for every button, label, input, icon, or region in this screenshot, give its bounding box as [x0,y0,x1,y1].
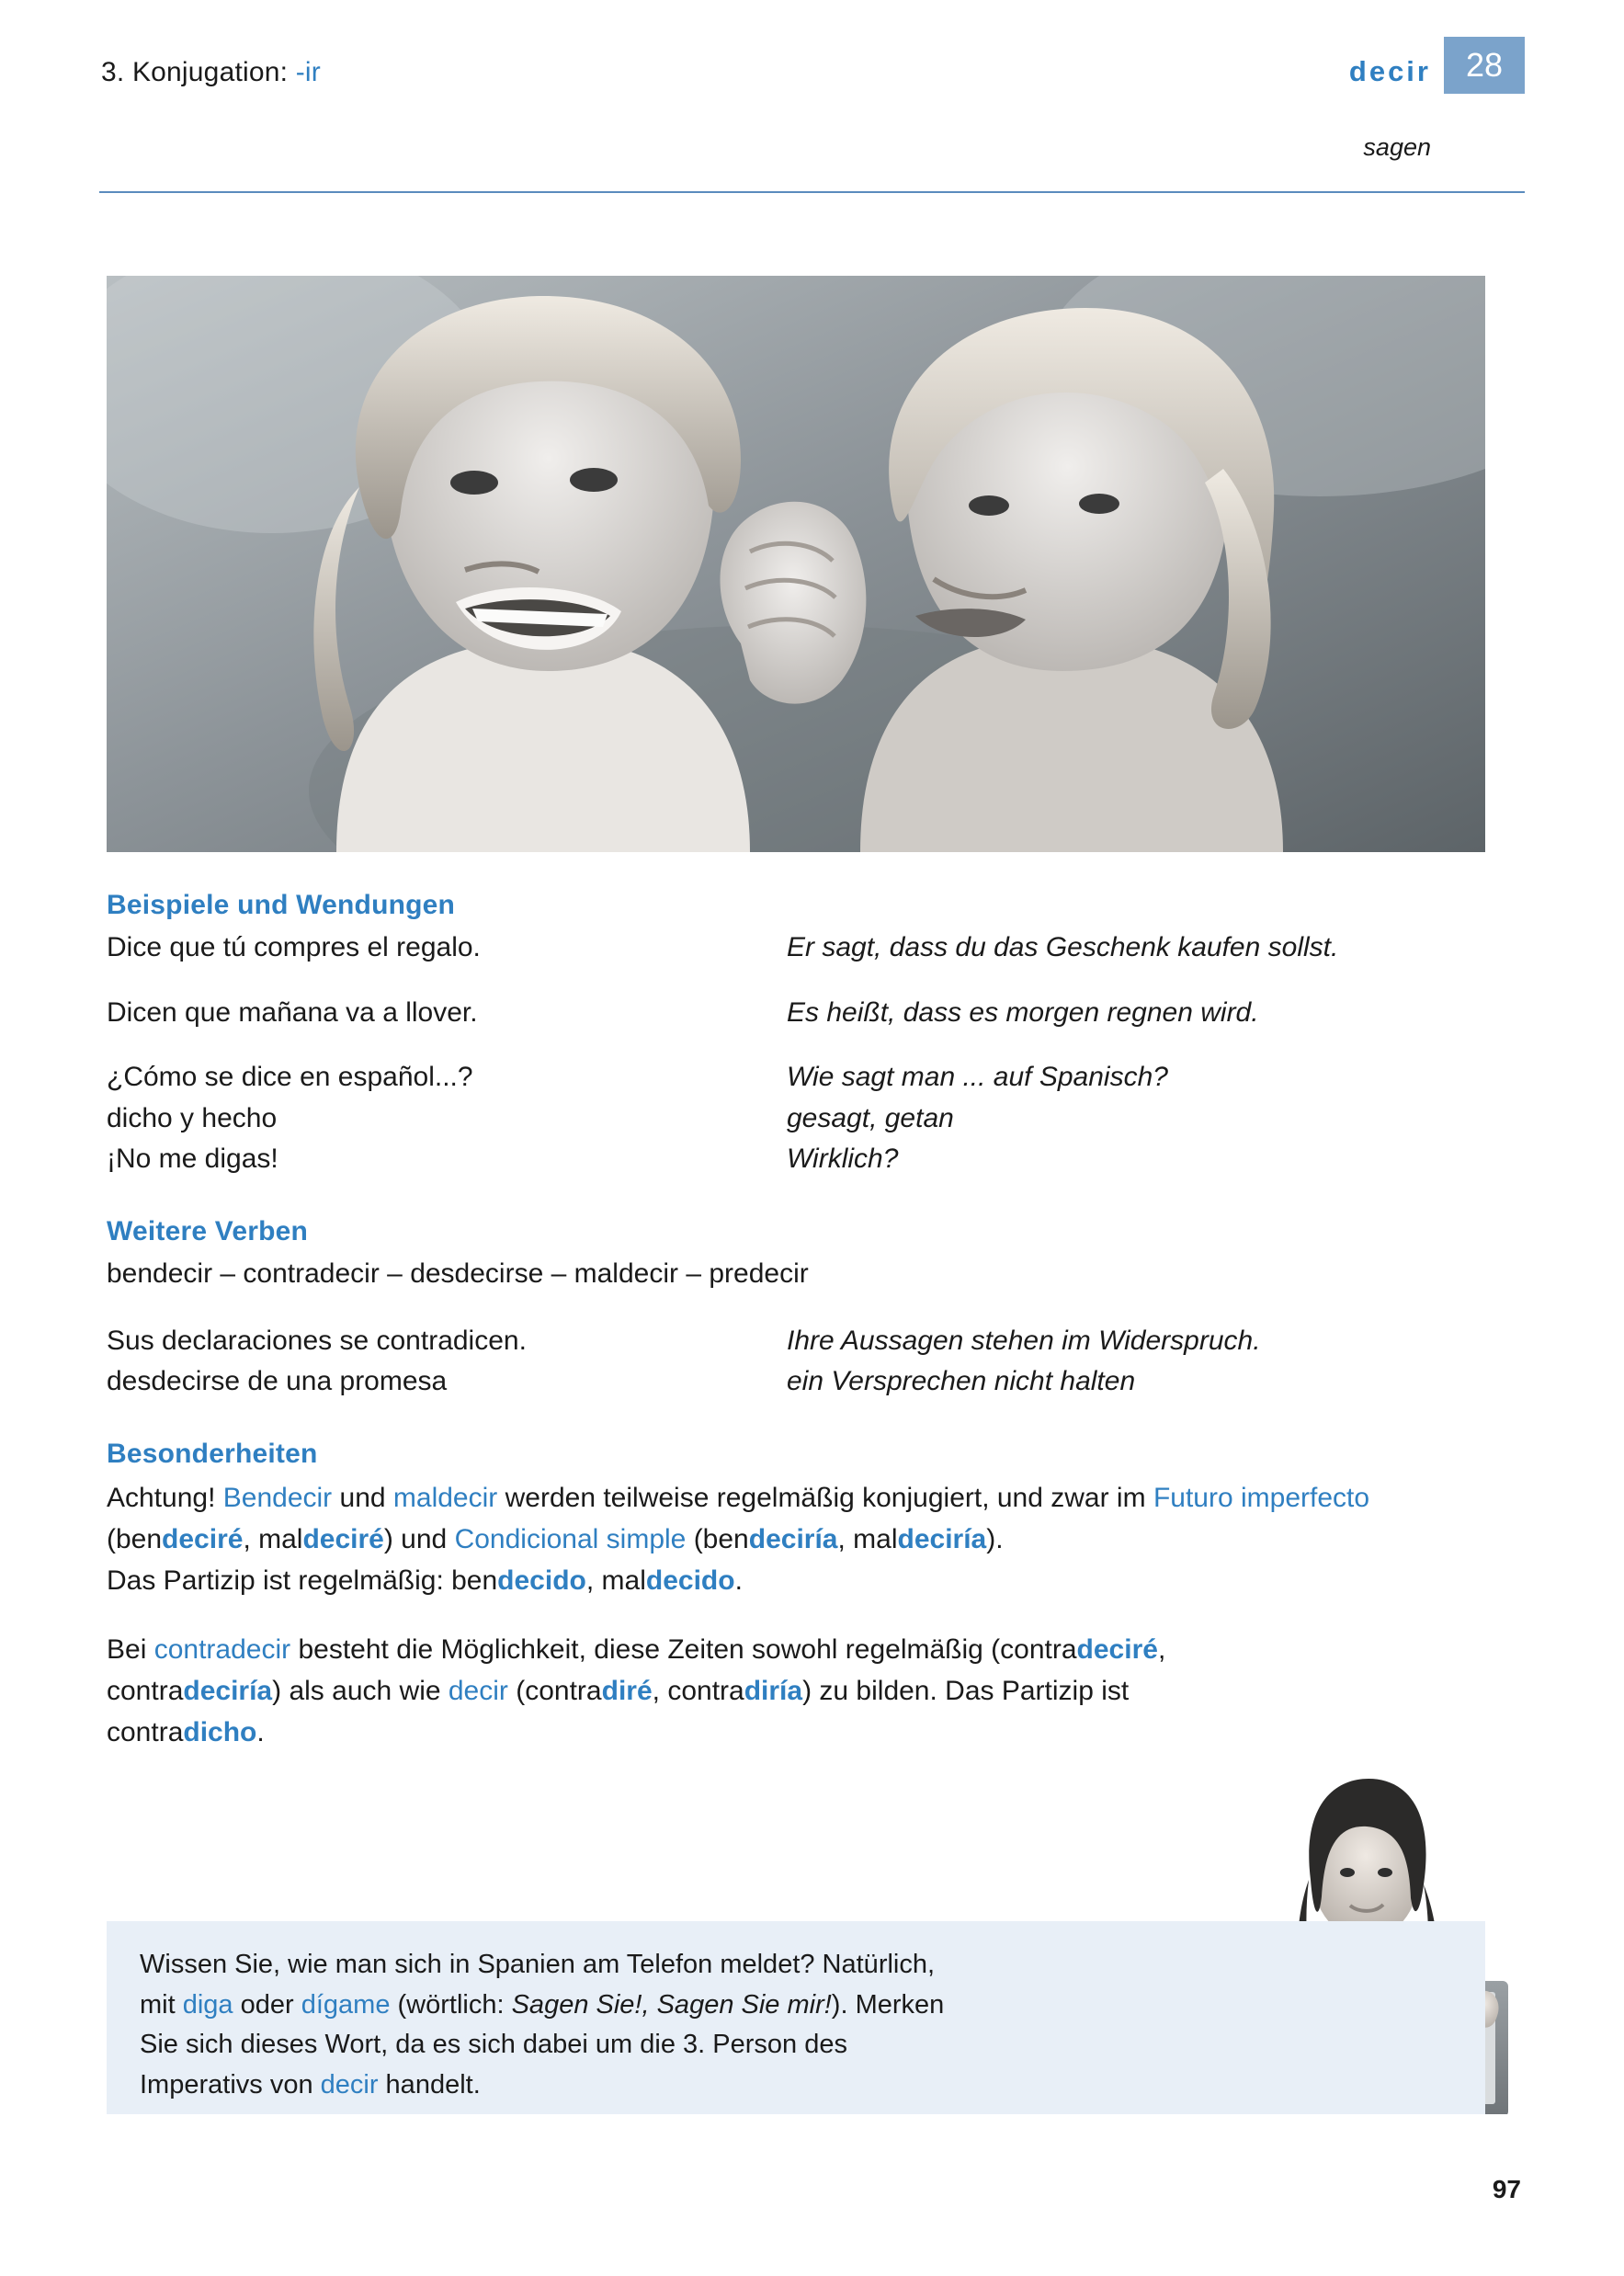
spacer [107,1404,1513,1439]
page-header [0,0,1624,195]
tip-text [107,1921,1485,2105]
header-verb: decir [1348,55,1431,87]
more-verbs-row [107,1322,1513,1361]
example-spanish: Dice que tú compres el regalo. [107,932,481,962]
example-german: Es heißt, dass es morgen regnen wird. [787,996,1259,1028]
example-german: gesagt, getan [787,1102,954,1133]
text-run-bold: deciría [897,1523,987,1554]
text-run: handelt. [378,2069,481,2100]
text-run: ) als auch wie [272,1675,449,1706]
text-run: Bei [107,1633,154,1665]
conjugation-label [101,57,321,88]
more-verbs-german: ein Versprechen nicht halten [787,1366,1136,1397]
specials-paragraph-1 [107,1477,1513,1560]
page-number: 97 [1492,2175,1521,2203]
text-run: ) zu bilden. Das Partizip ist contra [107,1675,1130,1747]
example-row [107,1099,1513,1139]
text-run-bold: deciré [302,1523,384,1554]
text-run: . [734,1565,743,1596]
text-run-bold: diré [601,1675,653,1706]
example-german: Er sagt, dass du das Geschenk kaufen sollst. [787,932,1339,962]
specials-paragraph-3 [107,1629,1237,1753]
text-run-highlight: maldecir [392,1482,498,1513]
example-german: Wirklich? [787,1144,899,1175]
example-german: Wie sagt man ... auf Spanisch? [787,1062,1168,1093]
text-run-bold: decido [645,1565,735,1596]
text-run: (wörtlich: [390,1989,512,2020]
text-run-bold: dicho [183,1716,257,1747]
conjugation-label-text: 3. Konjugation: [101,57,296,87]
section-title-specials: Besonderheiten [107,1438,318,1469]
text-run: , mal [243,1523,303,1554]
tip-box [107,1921,1485,2114]
example-row [107,928,1513,968]
text-run: (contra [507,1675,602,1706]
text-run-highlight: decir [320,2069,379,2100]
more-verbs-spanish: Sus declaraciones se contradicen. [107,1325,527,1356]
text-run-bold: deciré [1076,1633,1158,1665]
section-title-examples: Beispiele und Wendungen [107,890,456,920]
header-divider [99,191,1525,193]
text-run-italic: Sagen Sie!, Sagen Sie mir! [511,1989,832,2020]
text-run-bold: deciría [748,1523,838,1554]
text-run-bold: diría [744,1675,803,1706]
text-run-highlight: contradecir [153,1633,291,1665]
text-run-highlight: decir [448,1675,508,1706]
text-run: (ben [686,1523,749,1554]
text-run: , contra [107,1633,1166,1706]
example-row [107,994,1513,1033]
example-spanish: dicho y hecho [107,1102,278,1133]
example-spanish: Dicen que mañana va a llover. [107,996,478,1028]
text-run: oder [233,1989,301,2020]
more-verbs-german: Ihre Aussagen stehen im Widerspruch. [787,1325,1261,1356]
section-title-more-verbs: Weitere Verben [107,1215,309,1246]
text-run: besteht die Möglichkeit, diese Zeiten sowohl regelmäßig (contra [290,1633,1077,1665]
text-run: (ben [107,1523,163,1554]
spacer [107,1181,1513,1216]
text-run-bold: deciré [162,1523,244,1554]
more-verbs-row [107,1362,1513,1402]
more-verbs-spanish: desdecirse de una promesa [107,1366,448,1397]
text-run-highlight: Futuro imperfecto [1153,1482,1370,1513]
chapter-number-badge: 28 [1444,37,1525,94]
example-row [107,1058,1513,1098]
conjugation-label-accent: -ir [295,57,321,87]
header-verb-translation: sagen [1363,133,1431,161]
text-run: Wissen Sie, wie man sich in Spanien am Telefon meldet? Natürlich, mit [140,1950,936,2020]
page-content [107,890,1513,1753]
text-run: , contra [652,1675,744,1706]
two-women-whispering-photo [107,276,1485,852]
text-run-highlight: diga [182,1989,233,2020]
text-run: und [332,1482,393,1513]
specials-paragraph-2 [107,1560,1513,1601]
more-verbs-list: bendecir – contradecir – desdecirse – maldecir – predecir [107,1257,809,1289]
text-run: ) und [383,1523,455,1554]
text-run-bold: decido [497,1565,586,1596]
text-run: werden teilweise regelmäßig konjugiert, und zwar im [497,1482,1153,1513]
example-row [107,1140,1513,1179]
text-run-highlight: Bendecir [222,1482,333,1513]
text-run: ). Merken Sie sich dieses Wort, da es sich dabei um die 3. Person des Imperativs von [140,1989,945,2100]
text-run-highlight: dígame [301,1989,391,2020]
example-spanish: ¿Cómo se dice en español...? [107,1062,473,1093]
text-run: ). [986,1523,1004,1554]
text-run: Das Partizip ist regelmäßig: ben [107,1565,498,1596]
text-run: Achtung! [107,1482,223,1513]
example-spanish: ¡No me digas! [107,1144,278,1175]
text-run: , mal [585,1565,646,1596]
text-run: . [256,1716,265,1747]
text-run: , mal [837,1523,898,1554]
text-run-highlight: Condicional simple [454,1523,687,1554]
text-run-bold: deciría [183,1675,273,1706]
